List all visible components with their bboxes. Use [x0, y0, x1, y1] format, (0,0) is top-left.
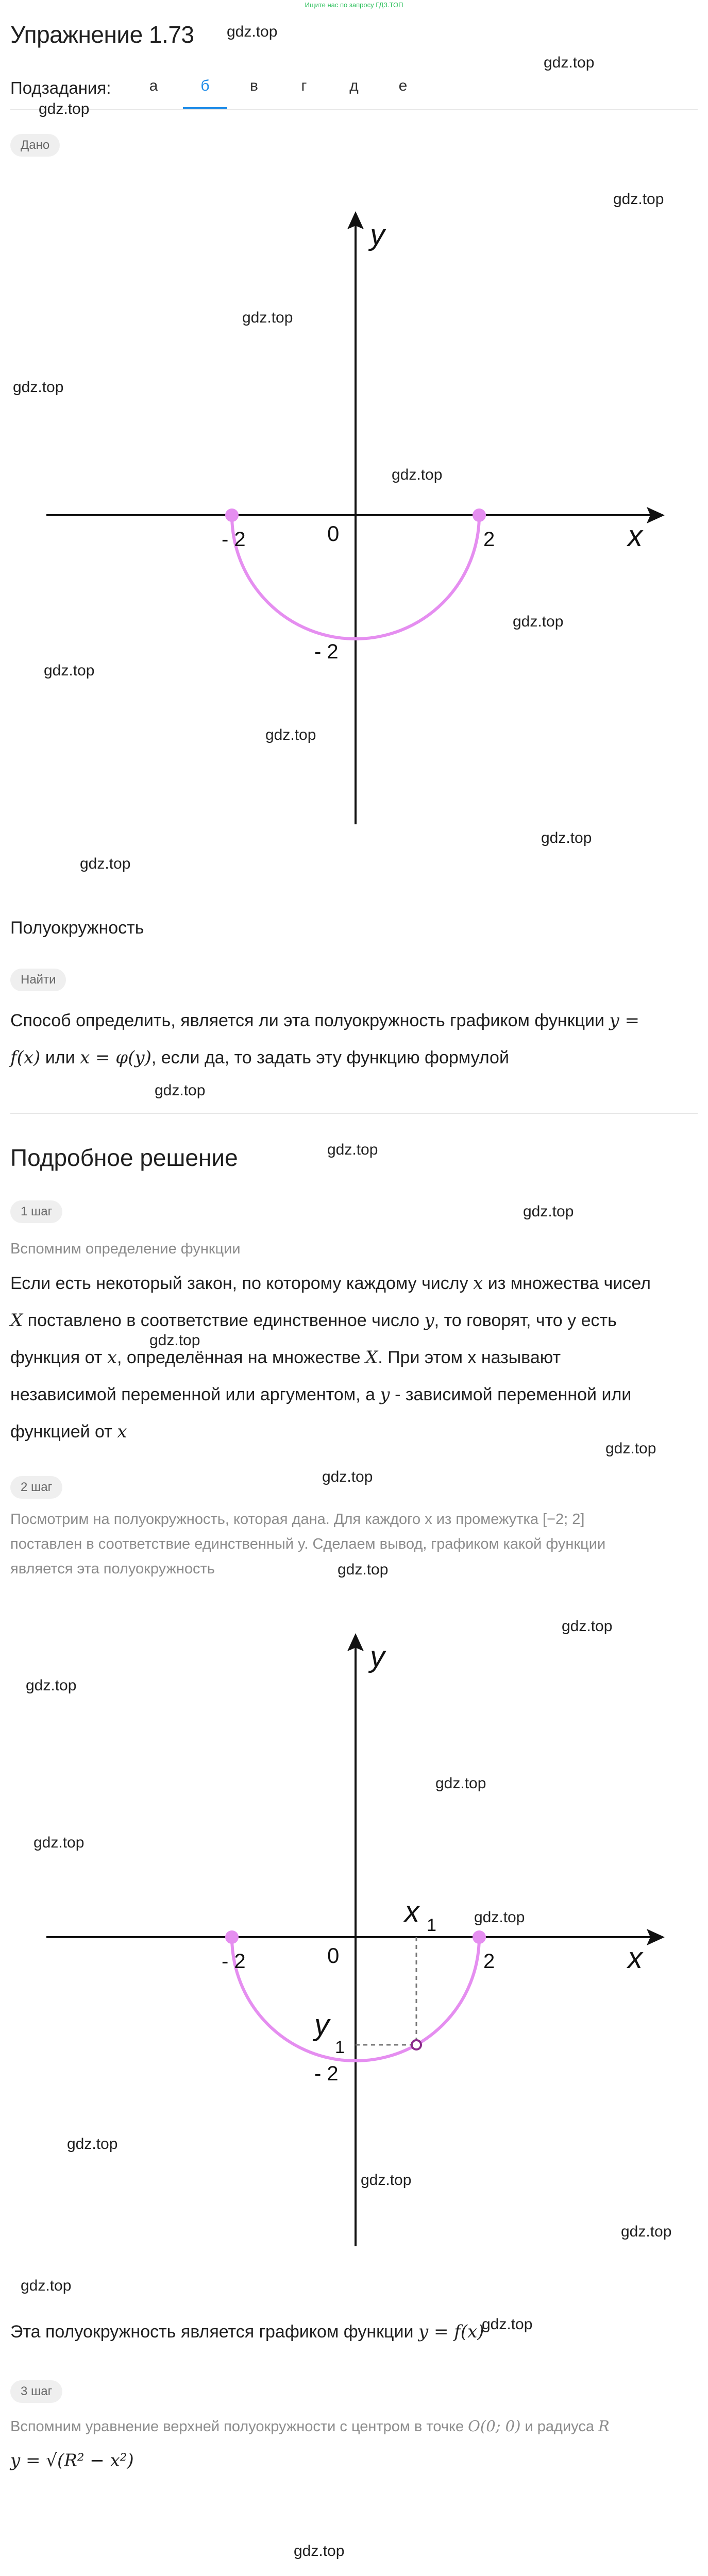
- tick-left: - 2: [222, 1950, 246, 1973]
- watermark: gdz.top: [149, 1332, 200, 1349]
- watermark: gdz.top: [155, 1082, 206, 1099]
- watermark: gdz.top: [327, 1141, 378, 1158]
- tab-v[interactable]: в: [250, 77, 258, 94]
- watermark: gdz.top: [322, 1468, 373, 1485]
- tick-left: - 2: [222, 528, 246, 551]
- y-label: y: [370, 218, 385, 251]
- watermark: gdz.top: [523, 1203, 574, 1220]
- find-text: [10, 1002, 696, 1076]
- y1-subscript: 1: [335, 2038, 345, 2057]
- step-2-figure: [0, 1618, 708, 2257]
- find-badge: Найти: [10, 969, 66, 991]
- origin-label: 0: [327, 1943, 340, 1968]
- text-line: Если есть некоторый закон, по которому каждому числу x из множества чисел: [10, 1273, 651, 1294]
- watermark: gdz.top: [621, 2223, 672, 2240]
- watermark: gdz.top: [242, 309, 293, 326]
- watermark: gdz.top: [605, 1440, 656, 1457]
- page-title: Упражнение 1.73: [10, 21, 194, 48]
- watermark: gdz.top: [21, 2277, 72, 2294]
- step-3-formula: y = √(R² − x²): [10, 2450, 134, 2471]
- watermark: gdz.top: [33, 1834, 85, 1851]
- tick-right: 2: [483, 1950, 495, 1973]
- given-badge: Дано: [10, 134, 60, 157]
- watermark: gdz.top: [67, 2136, 118, 2153]
- text-line: функция от x, определённая на множестве X. При этом x называют: [10, 1347, 561, 1368]
- arc-endpoint-left: [225, 509, 239, 522]
- subtasks-label: Подзадания:: [10, 78, 111, 97]
- text-line: X поставлено в соответствие единственное число y, то говорят, что y есть: [10, 1310, 617, 1331]
- watermark: gdz.top: [265, 726, 316, 743]
- tab-e[interactable]: е: [398, 77, 408, 94]
- y1-label: y: [314, 2008, 329, 2042]
- tick-right: 2: [483, 528, 495, 551]
- x-label: x: [628, 519, 643, 553]
- find-line-1: Способ определить, является ли эта полуокружность графиком функции y =: [10, 1010, 639, 1031]
- step-2-badge: 2 шаг: [10, 1476, 62, 1499]
- watermark: gdz.top: [435, 1775, 486, 1792]
- step-1-hint: Вспомним определение функции: [10, 1241, 241, 1257]
- tab-a[interactable]: а: [149, 77, 158, 94]
- tab-g[interactable]: г: [301, 77, 307, 94]
- step-3-badge: 3 шаг: [10, 2380, 62, 2403]
- given-caption: Полуокружность: [10, 918, 144, 938]
- step-2-hint: Посмотрим на полуокружность, которая дана. Для каждого x из промежутка [−2; 2] поставлен в соответствие единственный y. Сделаем вывод, графиком какой функции является эта полуокружность: [10, 1511, 606, 1577]
- x1-label: x: [404, 1895, 419, 1928]
- divider: [10, 109, 698, 110]
- watermark: gdz.top: [541, 829, 592, 846]
- watermark: gdz.top: [26, 1677, 77, 1694]
- tab-d[interactable]: д: [349, 77, 359, 94]
- watermark: gdz.top: [392, 466, 443, 483]
- find-line-2: f(x) или x = φ(y), если да, то задать эту функцию формулой: [10, 1047, 509, 1068]
- watermark: gdz.top: [613, 191, 664, 208]
- watermark: gdz.top: [474, 1909, 525, 1926]
- watermark: gdz.top: [227, 23, 278, 40]
- y-label: y: [370, 1640, 385, 1673]
- step-3-hint: Вспомним уравнение верхней полуокружности с центром в точке O(0; 0) и радиуса R: [10, 2417, 610, 2435]
- arc-endpoint-left: [225, 1930, 239, 1944]
- watermark: gdz.top: [294, 2543, 345, 2560]
- watermark: gdz.top: [361, 2172, 412, 2189]
- text-line: функцией от x: [10, 1421, 127, 1442]
- origin-label: 0: [327, 521, 340, 546]
- watermark: gdz.top: [80, 855, 131, 872]
- arc-endpoint-right: [473, 1930, 486, 1944]
- watermark: gdz.top: [44, 662, 95, 679]
- point-on-arc: [412, 2040, 421, 2049]
- watermark: gdz.top: [13, 379, 64, 396]
- x1-subscript: 1: [427, 1916, 436, 1935]
- text-line: независимой переменной или аргументом, а y - зависимой переменной или: [10, 1384, 632, 1405]
- watermark: gdz.top: [338, 1561, 389, 1578]
- top-note: Ищите нас по запросу ГДЗ.ТОП: [305, 1, 403, 9]
- tick-bottom: - 2: [314, 640, 339, 663]
- given-figure: [0, 196, 708, 835]
- solution-heading: Подробное решение: [10, 1144, 238, 1171]
- watermark: gdz.top: [482, 2316, 533, 2333]
- step-1-text: [10, 1265, 696, 1450]
- watermark: gdz.top: [39, 100, 90, 117]
- step-1-badge: 1 шаг: [10, 1200, 62, 1223]
- divider: [10, 1113, 698, 1114]
- watermark: gdz.top: [513, 613, 564, 630]
- arc-endpoint-right: [473, 509, 486, 522]
- tab-b[interactable]: б: [200, 77, 210, 94]
- x-label: x: [628, 1941, 643, 1975]
- watermark: gdz.top: [562, 1618, 613, 1635]
- step-2-result: Эта полуокружность является графиком функции y = f(x): [10, 2321, 484, 2342]
- tick-bottom: - 2: [314, 2062, 339, 2085]
- watermark: gdz.top: [544, 54, 595, 71]
